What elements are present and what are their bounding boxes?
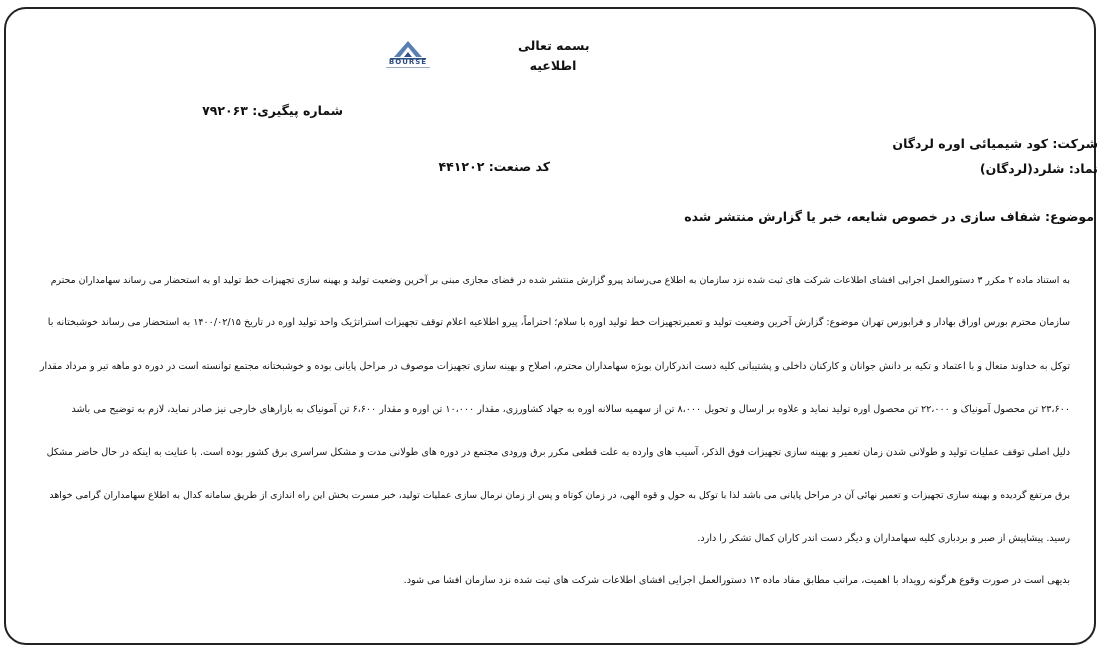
body-paragraph-line: توکل به خداوند متعال و با اعتماد و تکیه بر دانش جوانان و کارکنان داخلی و پشتیبانی کلیه دست اندرکاران بویژه سهامداران محترم، اصلاح و بهینه سازی تجهیزات موصوف در مراحل پایانی بوده و خوشبختانه مجتمع توانسته است در دوره دو ماهه تیر و مرداد مقدار <box>39 361 1070 372</box>
body-paragraph-line: سازمان محترم بورس اوراق بهادار و فرابورس تهران موضوع: گزارش آخرین وضعیت تولید و تعمیرتجهیزات خط تولید اوره با سلام؛ احتراماً، پیرو اطلاعیه اعلام توقف تجهیزات استراتژیک واحد تولید اوره در تاریخ ۱۴۰۰/۰۲/۱۵ به استحضار می رساند خوشبختانه با <box>47 317 1070 328</box>
industry-code-label: کد صنعت: <box>488 159 550 174</box>
tracking-label: شماره پیگیری: <box>252 103 343 118</box>
disclosure-note: بدیهی است در صورت وقوع هرگونه رویداد با اهمیت، مراتب مطابق مفاد ماده ۱۳ دستورالعمل اجرایی افشای اطلاعات شرکت های ثبت شده نزد سازمان افشا می شود. <box>403 575 1070 586</box>
body-paragraph-line: ۲۳،۶۰۰ تن محصول آمونیاک و ۲۲،۰۰۰ تن محصول اوره تولید نماید و علاوه بر ارسال و تحویل ۸،۰۰۰ تن از سهمیه سالانه اوره به جهاد کشاورزی، مقدار ۱۰،۰۰۰ تن اوره و مقدار ۶،۶۰۰ تن آمونیاک به بازارهای خارجی نیز صادر نماید، لازم به توضیح می باشد <box>71 404 1070 415</box>
industry-code-value: ۴۴۱۲۰۲ <box>438 159 485 174</box>
company-label: شرکت: <box>1052 136 1098 151</box>
announcement-heading: اطلاعیه <box>529 58 577 73</box>
body-paragraph-line: دلیل اصلی توقف عملیات تولید و طولانی شدن زمان تعمیر و بهینه سازی تجهیزات فوق الذکر، آسیب های وارده به علت قطعی مکرر برق ورودی مجتمع در دوره های طولانی مدت و مشکل سراسری برق کشور بوده است. با عنایت به اینکه در حال حاضر مشکل <box>46 447 1070 458</box>
subject-label: موضوع: <box>1044 209 1094 224</box>
symbol-value: شلرد(لردگان) <box>979 161 1065 176</box>
industry-code-line <box>439 159 550 174</box>
body-paragraph-line: برق مرتفع گردیده و بهینه سازی تجهیزات و تعمیر نهائی آن در مراحل پایانی می باشد لذا با توکل به حول و قوه الهی، در زمان کوتاه و پس از زمان نرمال سازی عملیات تولید، خبر مسرت بخش این راه اندازی از طریق سامانه کدال به اطلاع سهامداران گرامی خواهد <box>49 490 1070 501</box>
body-paragraph-line: رسید. پیشاپیش از صبر و بردباری کلیه سهامداران و دیگر دست اندر کاران کمال تشکر را دارد. <box>697 533 1070 544</box>
body-paragraph-line: به استناد ماده ۲ مکرر ۳ دستورالعمل اجرایی افشای اطلاعات شرکت های ثبت شده نزد سازمان به اطلاع می‌رساند پیرو گزارش منتشر شده در فضای مجازی مبنی بر آخرین وضعیت تولید و بهینه سازی تجهیزات خط تولید او به استحضار می رساند سهامداران محترم <box>50 275 1070 286</box>
subject-value: شفاف سازی در خصوص شایعه، خبر یا گزارش منتشر شده <box>684 209 1041 224</box>
logo-text: BOURSE <box>388 58 428 66</box>
company-name: کود شیمیائی اوره لردگان <box>892 136 1049 151</box>
bourse-logo <box>380 37 436 71</box>
invocation-heading: بسمه تعالی <box>518 38 590 53</box>
tracking-number <box>202 103 343 118</box>
subject-line <box>684 209 1094 224</box>
tracking-value: ۷۹۲۰۶۳ <box>202 103 248 118</box>
company-line <box>892 136 1098 151</box>
symbol-label: نماد: <box>1068 161 1098 176</box>
symbol-line <box>980 161 1098 176</box>
